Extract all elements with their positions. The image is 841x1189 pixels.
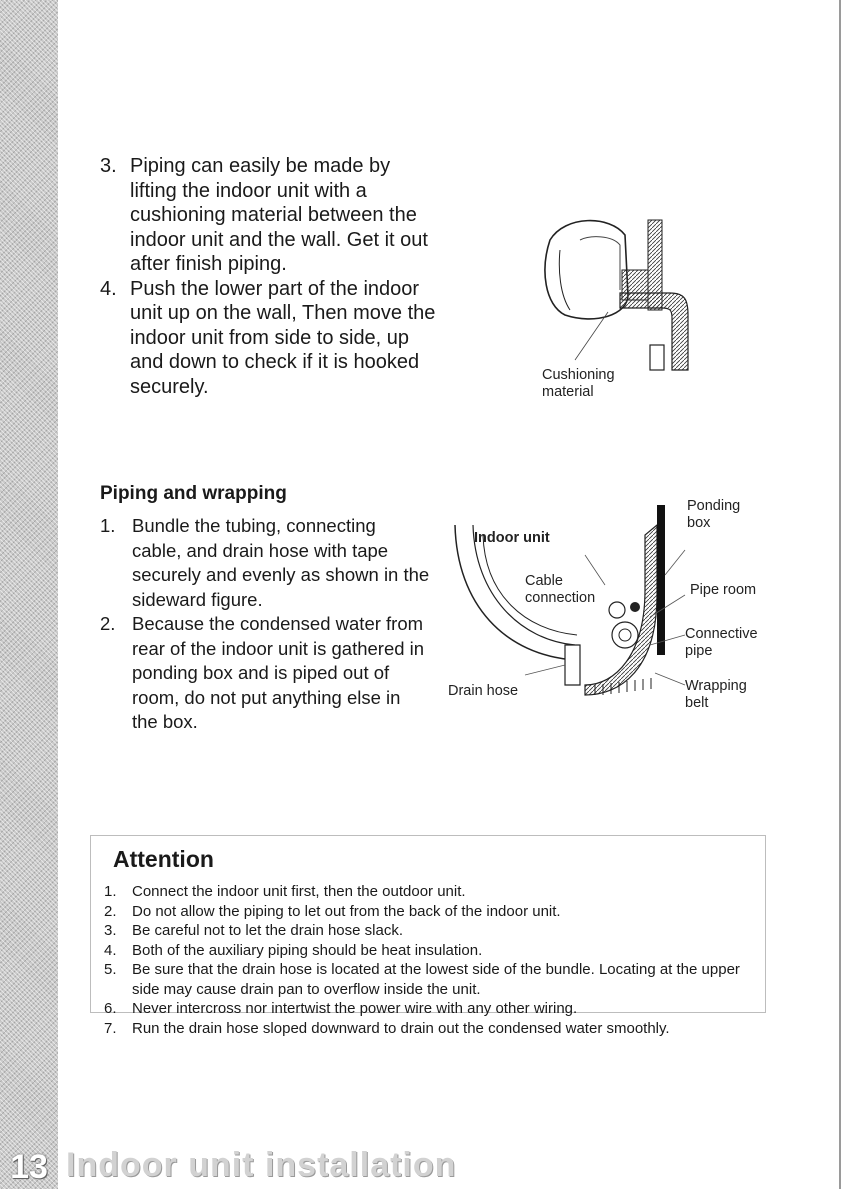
list-item: [104, 921, 764, 941]
step-number: 2.: [100, 613, 116, 634]
list-item: [104, 882, 764, 902]
item-number: 7.: [104, 1019, 117, 1037]
item-text: Do not allow the piping to let out from the back of the indoor unit.: [132, 902, 561, 920]
step-text: Bundle the tubing, connecting cable, and drain hose with tape securely and evenly as shown in the sideward figure.: [132, 515, 430, 610]
wrapping-belt-label: Wrapping belt: [685, 678, 747, 711]
pipe-shape: [620, 293, 688, 370]
list-item: [100, 514, 430, 612]
connective-pipe-label: Connective pipe: [685, 626, 758, 659]
step-text: Because the condensed water from rear of the indoor unit is gathered in ponding box and is piped out of room, do not put anything else in the box.: [132, 613, 425, 732]
step-text: Push the lower part of the indoor unit up on the wall, Then move the indoor unit from side to side, up and down to check if it is hooked securely.: [130, 277, 436, 398]
pipe-room-label: Pipe room: [690, 582, 757, 598]
item-number: 2.: [104, 902, 117, 920]
indoor-unit-shape: [545, 221, 628, 319]
step-number: 1.: [100, 515, 116, 536]
list-item: [100, 612, 430, 735]
item-number: 6.: [104, 1000, 117, 1017]
item-text: Be sure that the drain hose is located at the lowest side of the bundle. Locating at the upper side may cause drain pan to overflow inside the unit.: [132, 961, 740, 998]
page-number: 13: [10, 1148, 48, 1186]
list-item: [100, 154, 440, 277]
left-margin-stripe: [0, 0, 58, 1189]
list-item: [104, 1019, 764, 1039]
list-item: [104, 902, 764, 922]
list-item: [100, 277, 440, 400]
item-text: Be careful not to let the drain hose slack.: [132, 922, 403, 939]
step-number: 3.: [100, 155, 117, 177]
section-heading: Piping and wrapping: [100, 483, 287, 504]
item-number: 1.: [104, 883, 117, 900]
step-text: Piping can easily be made by lifting the indoor unit with a cushioning material between the indoor unit and the wall. Get it out after finish piping.: [130, 155, 428, 275]
list-item: [104, 999, 764, 1019]
list-item: [104, 941, 764, 961]
item-number: 4.: [104, 941, 117, 959]
ponding-box-shape: [657, 505, 665, 655]
indoor-unit-label: Indoor unit: [474, 530, 550, 546]
item-text: Run the drain hose sloped downward to drain out the condensed water smoothly.: [132, 1019, 670, 1037]
item-text: Both of the auxiliary piping should be heat insulation.: [132, 941, 483, 959]
ponding-box-label: Ponding box: [687, 498, 741, 531]
item-text: Connect the indoor unit first, then the outdoor unit.: [132, 883, 466, 900]
drain-hose-label: Drain hose: [448, 683, 519, 699]
step-number: 4.: [100, 277, 117, 300]
item-number: 5.: [104, 961, 117, 978]
wrapping-steps-list: [100, 514, 430, 735]
footer-section-title: Indoor unit installation: [66, 1146, 457, 1184]
item-number: 3.: [104, 922, 117, 939]
item-text: Never intercross nor intertwist the power wire with any other wiring.: [132, 1000, 578, 1017]
lifting-steps-list: [100, 154, 440, 399]
attention-heading: Attention: [113, 846, 214, 872]
attention-list: [104, 882, 764, 1038]
cable-connection-label: Cable connection: [525, 573, 596, 606]
cushioning-material-label: Cushioning material: [542, 367, 615, 400]
list-item: [104, 960, 764, 999]
